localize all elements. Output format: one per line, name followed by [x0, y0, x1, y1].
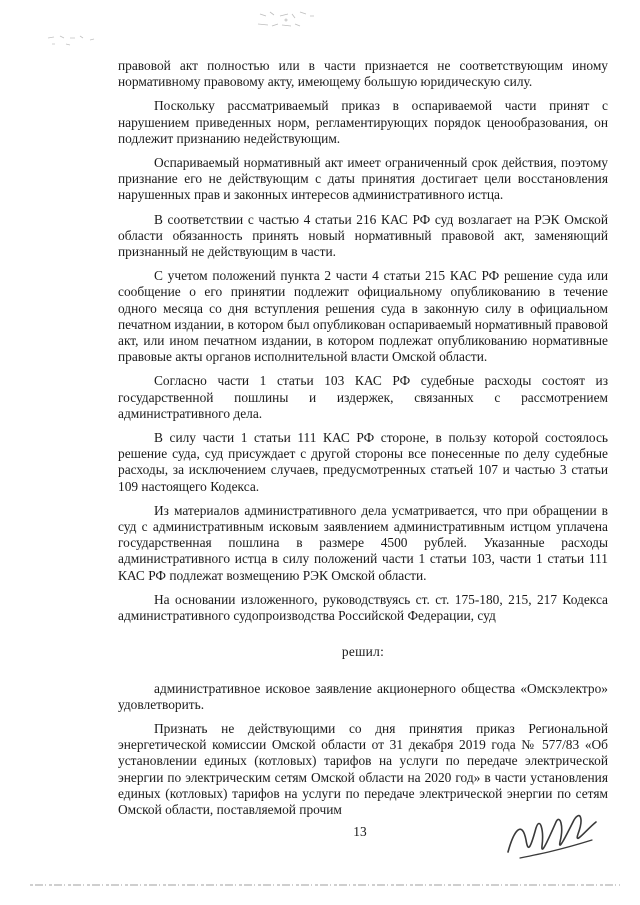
- paragraph-9: На основании изложенного, руководствуясь ст. ст. 175-180, 215, 217 Кодекса административного судопроизводства Российской Федерации, суд: [118, 591, 608, 624]
- paragraph-6: Согласно части 1 статьи 103 КАС РФ судебные расходы состоят из государственной пошлины и издержек, связанных с рассмотрением административного дела.: [118, 373, 608, 421]
- paragraph-4: В соответствии с частью 4 статьи 216 КАС РФ суд возлагает на РЭК Омской области обязанность принять новый нормативный правовой акт, заменяющий признанный не действующим в части.: [118, 211, 608, 260]
- scan-artifact-marks: [40, 20, 110, 50]
- operative-paragraph-2: Признать не действующими со дня принятия приказ Региональной энергетической комиссии Омской области от 31 декабря 2019 года № 577/83 «Об установлении единых (котловых) тарифов на услуги по передаче электрической энергии по электрическим сетям Омской области на 2020 год» в части установления единых (котловых) тарифов на услуги по передаче электрической энергии по сетям Омской области, поставляемой прочим: [118, 720, 608, 817]
- page-number: 13: [353, 824, 367, 839]
- scan-artifact-stamp: [110, 6, 330, 36]
- paragraph-7: В силу части 1 статьи 111 КАС РФ стороне, в пользу которой состоялось решение суда, суд присуждает с другой стороны все понесенные по делу судебные расходы, за исключением случаев, предусмотренных статьей 107 и частью 3 статьи 109 настоящего Кодекса.: [118, 430, 608, 494]
- operative-paragraph-1: административное исковое заявление акционерного общества «Омскэлектро» удовлетворить.: [118, 680, 608, 712]
- document-body: [118, 58, 608, 818]
- decision-heading: решил:: [341, 644, 385, 660]
- signature-image: [500, 800, 610, 870]
- paragraph-8: Из материалов административного дела усматривается, что при обращении в суд с административным исковым заявлением административным истцом уплачена государственная пошлина в размере 4500 рублей. Указанные расходы административного истца в силу положений части 1 статьи 103, части 1 статьи 111 КАС РФ подлежат возмещению РЭК Омской области.: [118, 502, 608, 583]
- scan-bottom-edge: [30, 882, 620, 888]
- paragraph-5: С учетом положений пункта 2 части 4 статьи 215 КАС РФ решение суда или сообщение о его принятии подлежит официальному опубликованию в течение одного месяца со дня вступления решения суда в законную силу в официальном печатном издании, в котором был опубликован оспариваемый нормативный правовой акт, или ином печатном издании, в котором подлежат опубликованию нормативные правовые акты органов исполнительной власти Омской области.: [118, 268, 608, 365]
- paragraph-2: Поскольку рассматриваемый приказ в оспариваемой части принят с нарушением приведенных норм, регламентирующих порядок ценообразования, он подлежит признанию недействующим.: [118, 98, 608, 146]
- paragraph-1: правовой акт полностью или в части признается не соответствующим иному нормативному правовому акту, имеющему большую юридическую силу.: [118, 58, 608, 90]
- paragraph-3: Оспариваемый нормативный акт имеет ограниченный срок действия, поэтому признание его не действующим с даты принятия достигает цели восстановления нарушенных прав и законных интересов административного истца.: [118, 155, 608, 203]
